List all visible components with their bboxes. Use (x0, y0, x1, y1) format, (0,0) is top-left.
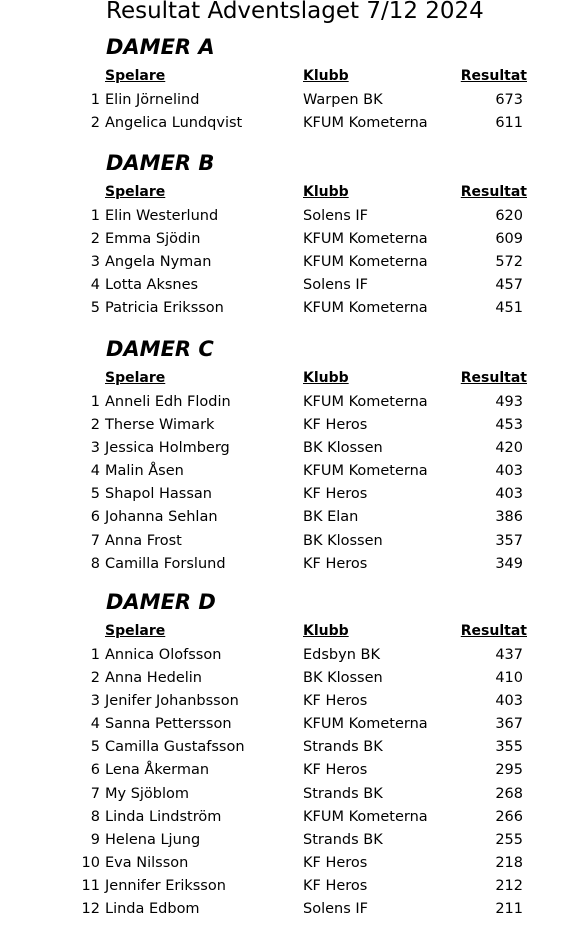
score: 403 (495, 693, 523, 710)
rank: 9 (90, 831, 100, 848)
table-row (0, 806, 564, 829)
rank: 6 (90, 509, 100, 526)
rank: 1 (90, 208, 100, 224)
player-name: Lena Åkerman (105, 762, 210, 779)
rank: 1 (90, 92, 100, 108)
player-name: Emma Sjödin (105, 231, 201, 248)
club-name: KF Heros (303, 417, 368, 434)
table-row (0, 205, 564, 228)
club-name: Solens IF (303, 901, 368, 918)
score: 611 (495, 115, 523, 132)
results-list (0, 391, 564, 576)
score: 268 (495, 785, 523, 802)
table-row (0, 667, 564, 690)
results-list (0, 644, 564, 921)
club-name: KFUM Kometerna (303, 300, 428, 317)
rank: 1 (90, 394, 100, 410)
rank: 2 (90, 417, 100, 434)
table-row (0, 829, 564, 852)
player-name: Elin Westerlund (105, 208, 219, 224)
club-name: BK Klossen (303, 670, 383, 687)
column-header-club: Klubb (303, 68, 349, 84)
table-row (0, 483, 564, 506)
section-title: DAMER C (106, 337, 214, 361)
player-name: Anneli Edh Flodin (105, 394, 231, 410)
column-header-result: Resultat (460, 68, 527, 84)
score: 212 (495, 877, 523, 894)
score: 295 (495, 762, 523, 779)
rank: 5 (90, 486, 100, 503)
score: 572 (495, 254, 523, 271)
score: 266 (495, 808, 523, 825)
club-name: KF Heros (303, 486, 368, 503)
player-name: Angela Nyman (105, 254, 212, 271)
player-name: Therse Wimark (105, 417, 215, 434)
player-name: Patricia Eriksson (105, 300, 224, 317)
score: 451 (495, 300, 523, 317)
player-name: Jenifer Johanbsson (105, 693, 239, 710)
table-row (0, 391, 564, 414)
score: 355 (495, 739, 523, 756)
club-name: KF Heros (303, 854, 368, 871)
club-name: Edsbyn BK (303, 647, 380, 663)
club-name: KFUM Kometerna (303, 808, 428, 825)
results-list (0, 89, 564, 135)
column-header-player: Spelare (105, 184, 166, 200)
column-header-club: Klubb (303, 623, 349, 639)
column-header-result: Resultat (460, 370, 527, 386)
score: 386 (495, 509, 523, 526)
rank: 3 (90, 693, 100, 710)
rank: 11 (81, 877, 100, 894)
player-name: Annica Olofsson (105, 647, 222, 663)
club-name: Solens IF (303, 208, 368, 224)
table-row (0, 690, 564, 713)
rank: 3 (90, 254, 100, 271)
rank: 2 (90, 231, 100, 248)
table-row (0, 89, 564, 112)
table-row (0, 553, 564, 576)
score: 453 (495, 417, 523, 434)
club-name: KFUM Kometerna (303, 394, 428, 410)
player-name: Elin Jörnelind (105, 92, 200, 108)
column-header-result: Resultat (460, 623, 527, 639)
results-list (0, 205, 564, 320)
player-name: Anna Hedelin (105, 670, 202, 687)
rank: 8 (90, 808, 100, 825)
table-row (0, 112, 564, 135)
rank: 6 (90, 762, 100, 779)
player-name: Lotta Aksnes (105, 277, 199, 294)
column-header-player: Spelare (105, 370, 166, 386)
club-name: Strands BK (303, 739, 383, 756)
table-row (0, 228, 564, 251)
rank: 7 (90, 785, 100, 802)
club-name: KFUM Kometerna (303, 716, 428, 733)
rank: 12 (81, 901, 100, 918)
player-name: Angelica Lundqvist (105, 115, 243, 132)
club-name: KFUM Kometerna (303, 254, 428, 271)
score: 403 (495, 463, 523, 480)
table-row (0, 297, 564, 320)
club-name: Strands BK (303, 831, 383, 848)
table-row (0, 506, 564, 529)
section-title: DAMER B (106, 151, 215, 175)
rank: 10 (81, 854, 100, 871)
table-row (0, 274, 564, 297)
rank: 8 (90, 555, 100, 572)
score: 620 (495, 208, 523, 224)
score: 211 (495, 901, 523, 918)
table-row (0, 530, 564, 553)
score: 457 (495, 277, 523, 294)
rank: 5 (90, 300, 100, 317)
player-name: Malin Åsen (105, 463, 184, 480)
score: 357 (495, 532, 523, 549)
player-name: Sanna Pettersson (105, 716, 232, 733)
player-name: Jennifer Eriksson (105, 877, 226, 894)
player-name: Camilla Forslund (105, 555, 226, 572)
score: 349 (495, 555, 523, 572)
score: 403 (495, 486, 523, 503)
table-row (0, 852, 564, 875)
table-row (0, 736, 564, 759)
player-name: Linda Edbom (105, 901, 200, 918)
table-row (0, 875, 564, 898)
player-name: Shapol Hassan (105, 486, 212, 503)
rank: 7 (90, 532, 100, 549)
rank: 2 (90, 670, 100, 687)
column-header-player: Spelare (105, 623, 166, 639)
score: 410 (495, 670, 523, 687)
rank: 4 (90, 463, 100, 480)
rank: 1 (90, 647, 100, 663)
section-title: DAMER A (106, 35, 215, 59)
player-name: Anna Frost (105, 532, 182, 549)
column-header-club: Klubb (303, 184, 349, 200)
table-row (0, 713, 564, 736)
club-name: BK Elan (303, 509, 359, 526)
score: 420 (495, 440, 523, 457)
player-name: Eva Nilsson (105, 854, 189, 871)
club-name: KF Heros (303, 762, 368, 779)
player-name: Helena Ljung (105, 831, 201, 848)
player-name: Jessica Holmberg (105, 440, 230, 457)
score: 255 (495, 831, 523, 848)
table-row (0, 783, 564, 806)
table-row (0, 251, 564, 274)
club-name: KFUM Kometerna (303, 463, 428, 480)
score: 218 (495, 854, 523, 871)
table-row (0, 437, 564, 460)
page-title: Resultat Adventslaget 7/12 2024 (106, 0, 484, 24)
rank: 4 (90, 716, 100, 733)
rank: 4 (90, 277, 100, 294)
table-row (0, 644, 564, 667)
table-row (0, 414, 564, 437)
table-row (0, 460, 564, 483)
club-name: Solens IF (303, 277, 368, 294)
rank: 3 (90, 440, 100, 457)
club-name: BK Klossen (303, 440, 383, 457)
column-header-club: Klubb (303, 370, 349, 386)
player-name: Camilla Gustafsson (105, 739, 245, 756)
score: 609 (495, 231, 523, 248)
player-name: Johanna Sehlan (105, 509, 218, 526)
club-name: BK Klossen (303, 532, 383, 549)
score: 493 (495, 394, 523, 410)
column-header-player: Spelare (105, 68, 166, 84)
player-name: Linda Lindström (105, 808, 222, 825)
rank: 5 (90, 739, 100, 756)
rank: 2 (90, 115, 100, 132)
club-name: KF Heros (303, 555, 368, 572)
club-name: Warpen BK (303, 92, 383, 108)
club-name: Strands BK (303, 785, 383, 802)
score: 367 (495, 716, 523, 733)
player-name: My Sjöblom (105, 785, 190, 802)
table-row (0, 759, 564, 782)
club-name: KFUM Kometerna (303, 231, 428, 248)
club-name: KFUM Kometerna (303, 115, 428, 132)
section-title: DAMER D (106, 590, 216, 614)
score: 673 (495, 92, 523, 108)
club-name: KF Heros (303, 877, 368, 894)
column-header-result: Resultat (460, 184, 527, 200)
club-name: KF Heros (303, 693, 368, 710)
table-row (0, 898, 564, 921)
score: 437 (495, 647, 523, 663)
